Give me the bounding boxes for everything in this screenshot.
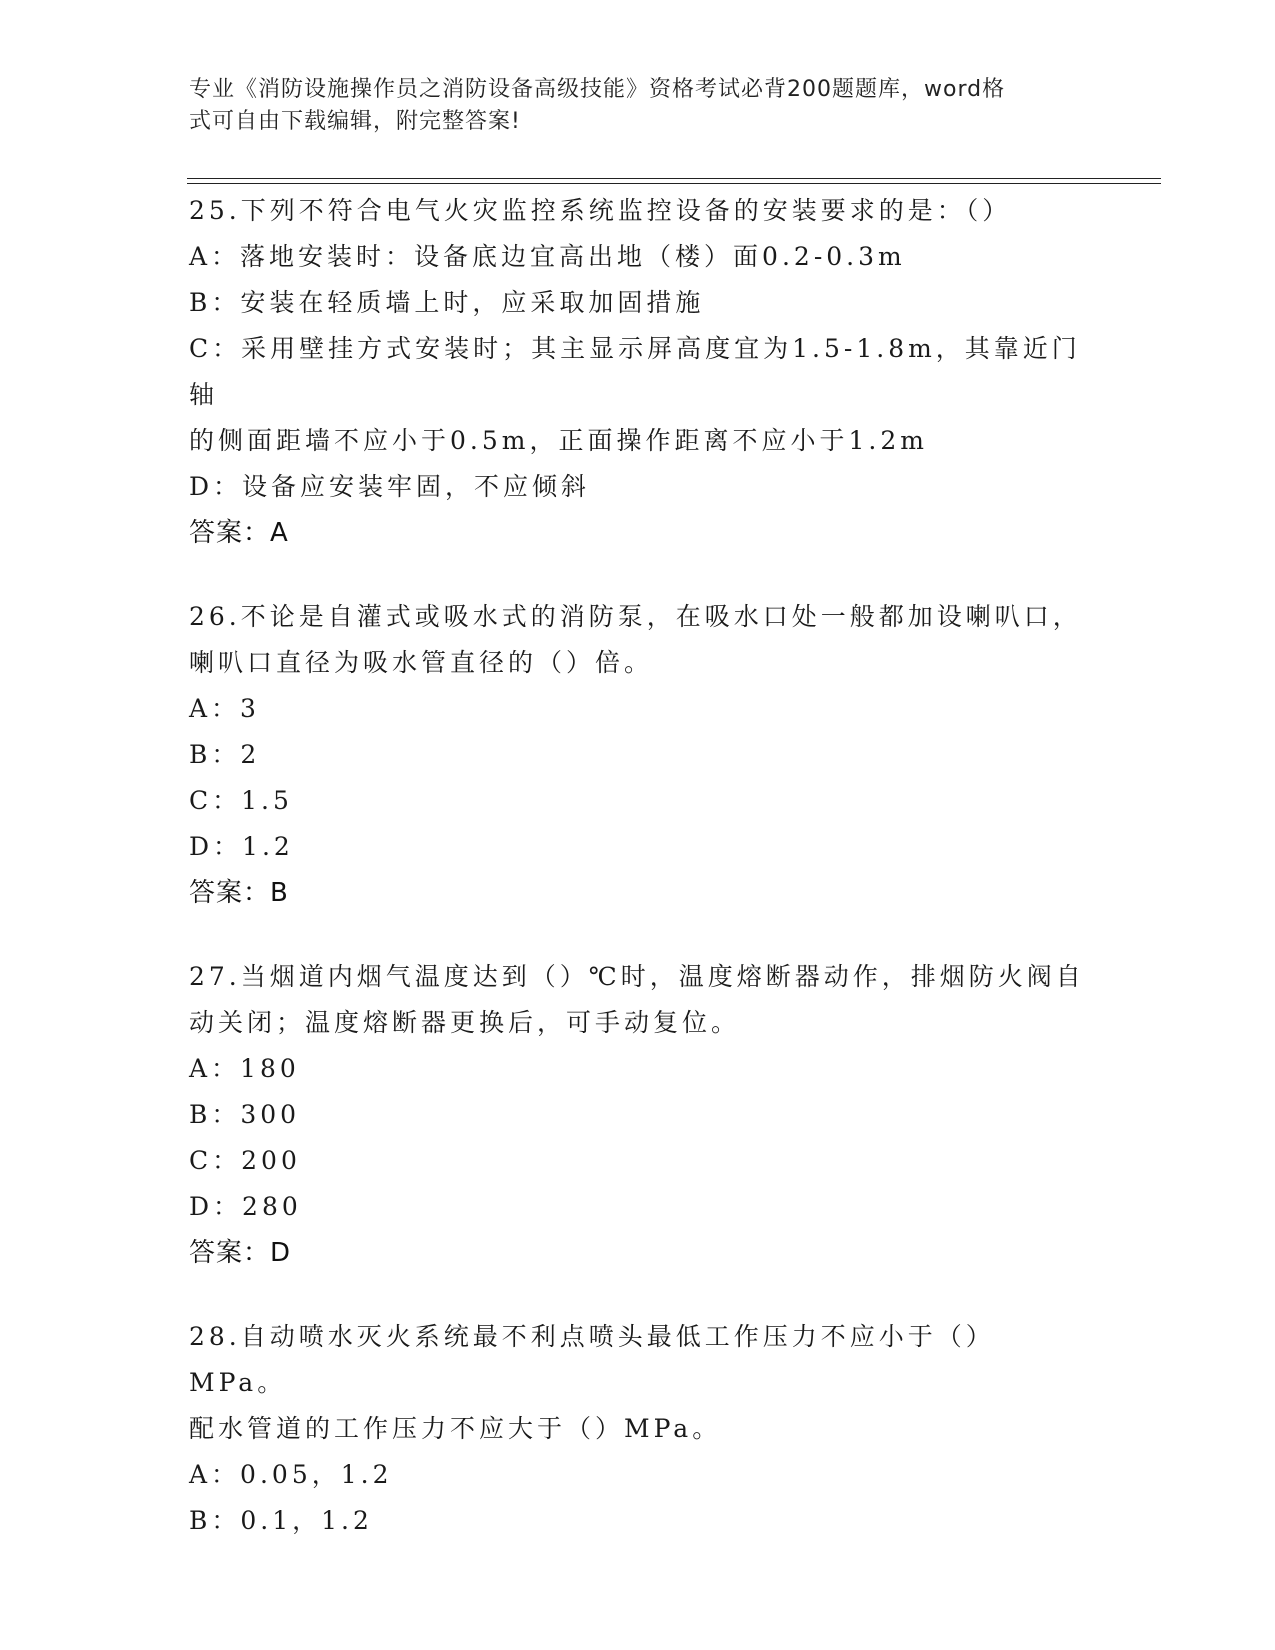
- option-c: C：200: [189, 1146, 301, 1175]
- question-stem: 25.下列不符合电气火灾监控系统监控设备的安装要求的是：（）: [189, 196, 1012, 225]
- answer: 答案：B: [189, 878, 289, 908]
- question-28: [189, 1314, 1089, 1544]
- option-c: C：采用壁挂方式安装时；其主显示屏高度宜为1.5-1.8m，其靠近门轴: [189, 334, 1081, 409]
- answer: 答案：D: [189, 1238, 292, 1268]
- option-d: D：设备应安装牢固，不应倾斜: [189, 472, 591, 501]
- document-header: [189, 74, 1069, 138]
- question-stem-continued: 配水管道的工作压力不应大于（）MPa。: [189, 1414, 722, 1443]
- option-c-continued: 的侧面距墙不应小于0.5m，正面操作距离不应小于1.2m: [189, 426, 928, 455]
- question-stem: 28.自动喷水灭火系统最不利点喷头最低工作压力不应小于（）MPa。: [189, 1322, 995, 1397]
- option-a: A：180: [189, 1054, 300, 1083]
- header-divider-top: [187, 178, 1161, 179]
- option-b: B：安装在轻质墙上时，应采取加固措施: [189, 288, 705, 317]
- question-stem: 26.不论是自灌式或吸水式的消防泵，在吸水口处一般都加设喇叭口，: [189, 602, 1082, 631]
- question-list: [189, 188, 1089, 1582]
- header-line-2: 式可自由下载编辑，附完整答案!: [189, 109, 521, 134]
- option-b: B：0.1，1.2: [189, 1506, 373, 1535]
- option-d: D：280: [189, 1192, 302, 1221]
- question-stem-continued: 动关闭；温度熔断器更换后，可手动复位。: [189, 1008, 741, 1037]
- option-b: B：300: [189, 1100, 301, 1129]
- question-27: [189, 954, 1089, 1276]
- option-d: D：1.2: [189, 832, 294, 861]
- header-line-1: 专业《消防设施操作员之消防设备高级技能》资格考试必背200题题库，word格: [189, 77, 1006, 102]
- header-divider-bottom: [187, 183, 1161, 184]
- option-c: C：1.5: [189, 786, 293, 815]
- question-25: [189, 188, 1089, 556]
- question-stem: 27.当烟道内烟气温度达到（）℃时，温度熔断器动作，排烟防火阀自: [189, 962, 1085, 991]
- option-b: B：2: [189, 740, 261, 769]
- option-a: A：3: [189, 694, 260, 723]
- option-a: A：0.05，1.2: [189, 1460, 393, 1489]
- option-a: A：落地安装时：设备底边宜高出地（楼）面0.2-0.3m: [189, 242, 906, 271]
- question-26: [189, 594, 1089, 916]
- answer: 答案：A: [189, 518, 289, 548]
- question-stem-continued: 喇叭口直径为吸水管直径的（）倍。: [189, 648, 654, 677]
